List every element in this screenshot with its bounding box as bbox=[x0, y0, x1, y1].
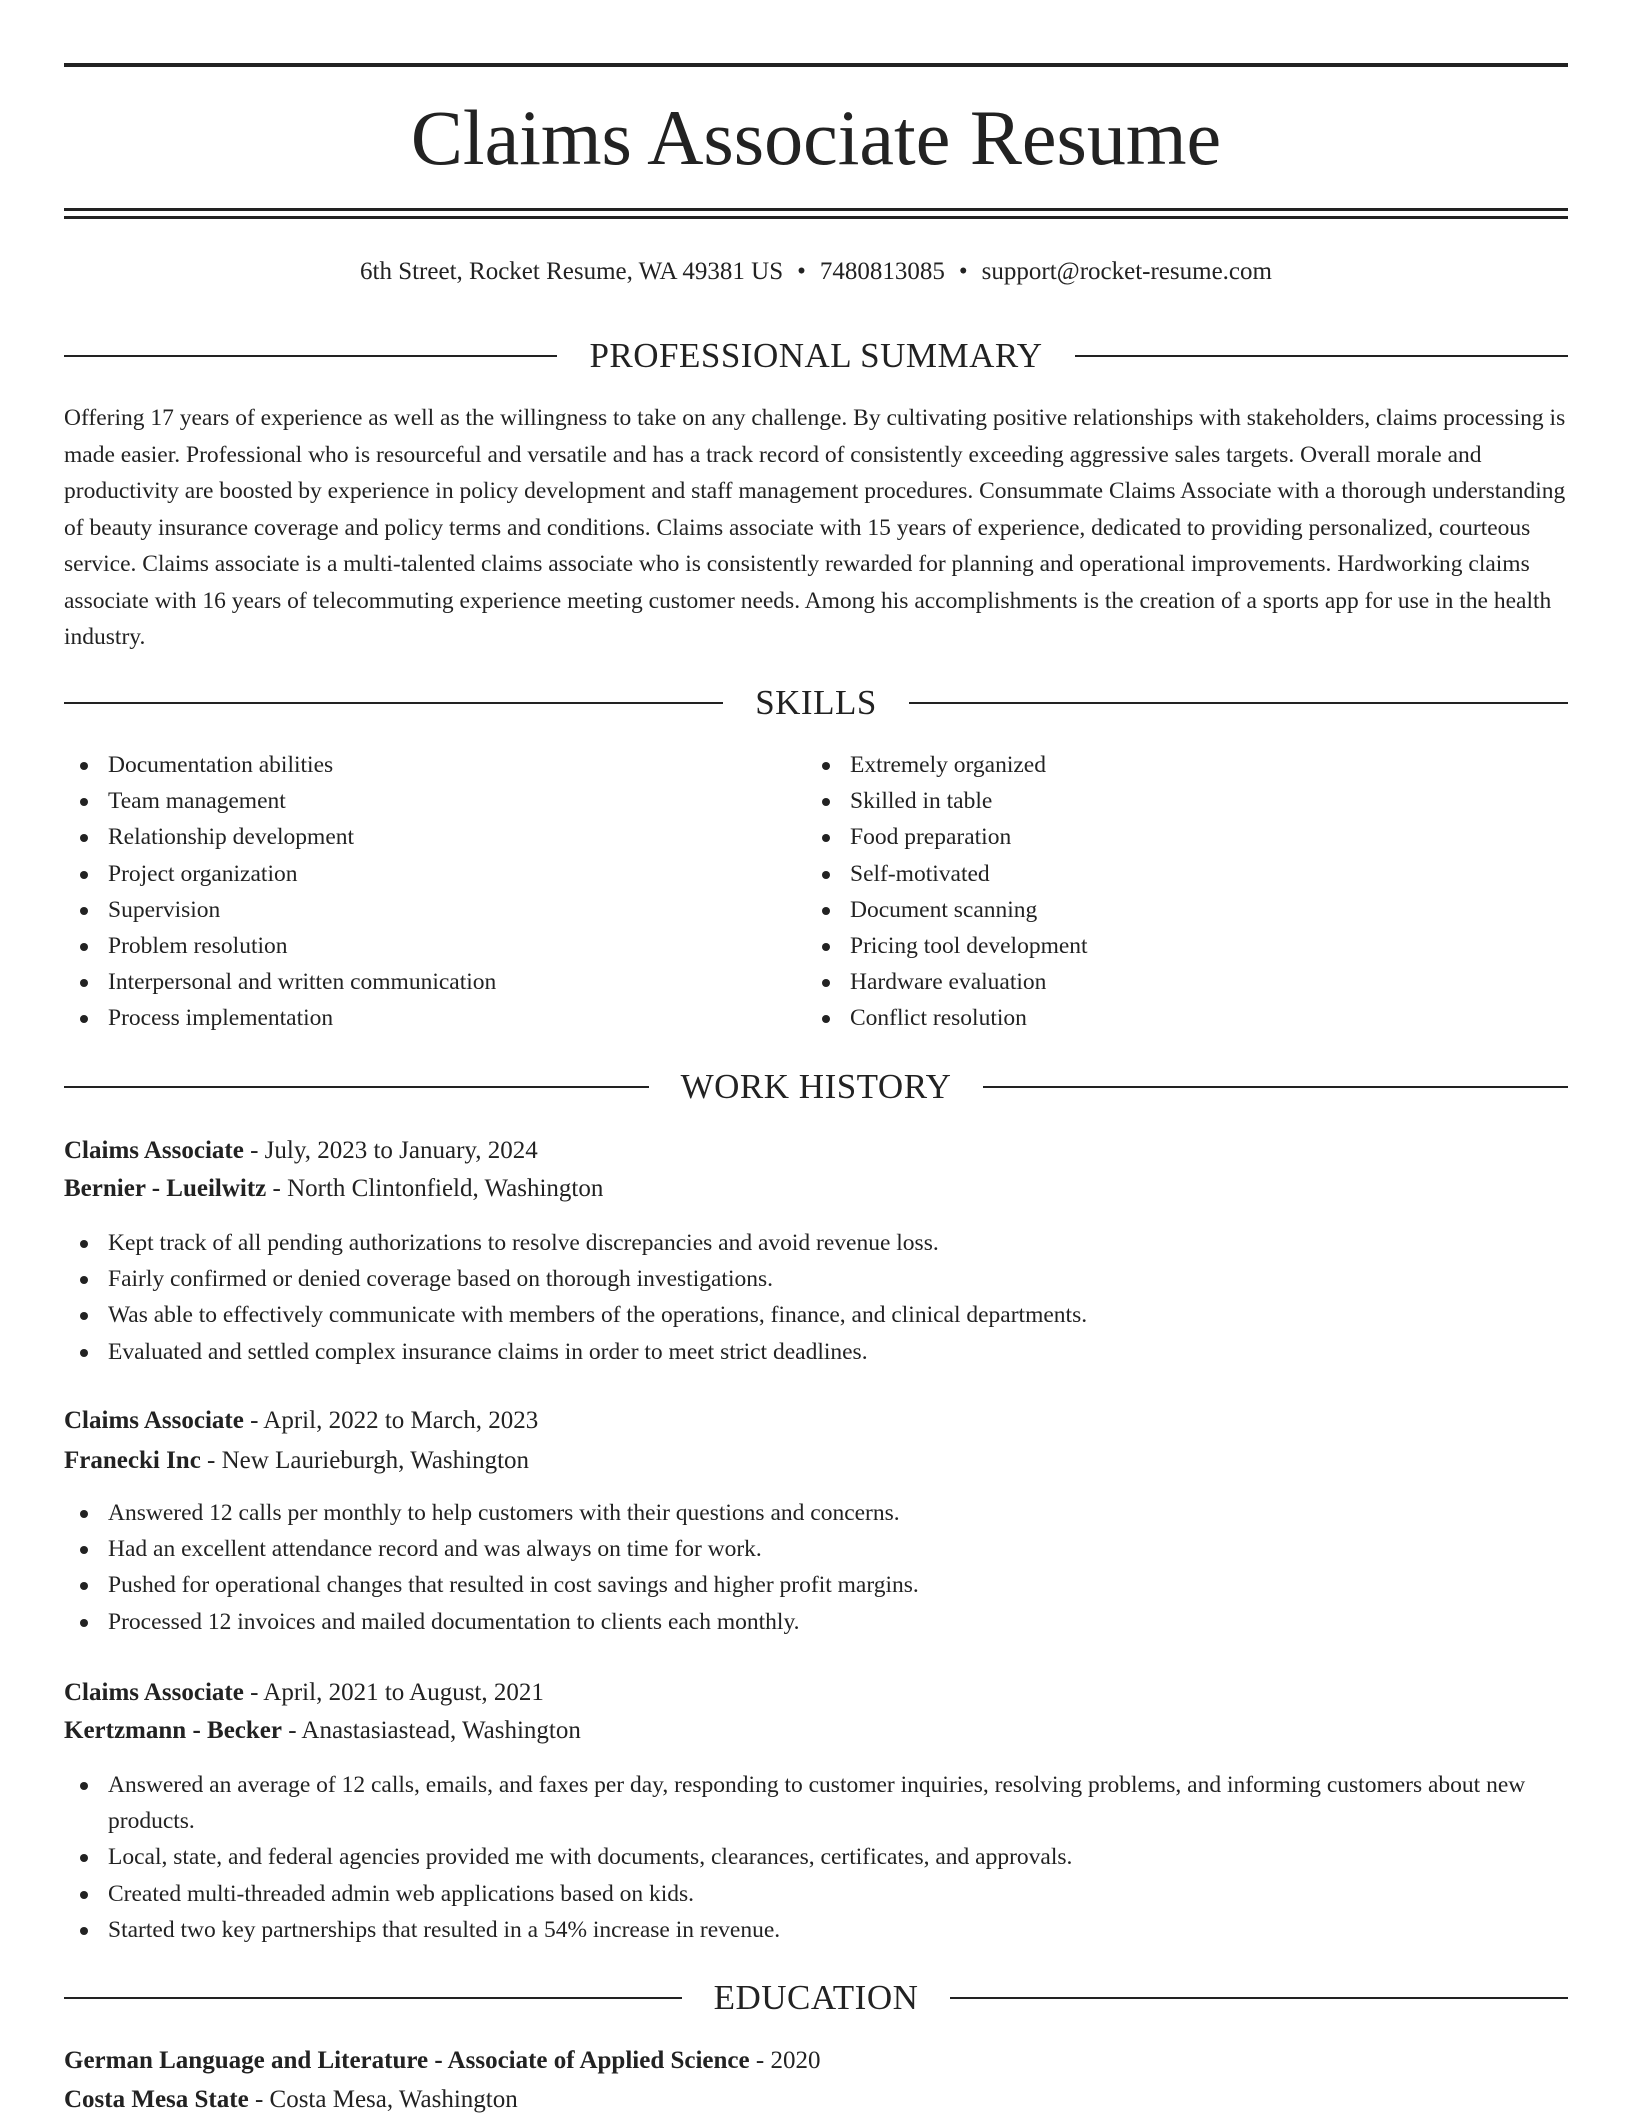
skills-list-left bbox=[64, 747, 764, 1037]
job-bullet: Answered an average of 12 calls, emails, and faxes per day, responding to customer inquiries, resolving problems, and informing customers about new products. bbox=[64, 1767, 1568, 1839]
job-company: Franecki Inc bbox=[64, 1447, 201, 1474]
job-bullets bbox=[64, 1225, 1568, 1370]
top-rule bbox=[64, 63, 1568, 67]
skill-item: Project organization bbox=[64, 856, 764, 892]
section-heading-label: PROFESSIONAL SUMMARY bbox=[589, 336, 1043, 375]
contact-separator: • bbox=[958, 258, 968, 285]
heading-rule-left bbox=[64, 355, 557, 357]
contact-email: support@rocket-resume.com bbox=[981, 258, 1272, 285]
job-dates: - April, 2022 to March, 2023 bbox=[243, 1407, 539, 1434]
heading-rule-right bbox=[950, 1997, 1568, 1999]
skill-item: Food preparation bbox=[806, 819, 1506, 855]
job-bullet: Answered 12 calls per monthly to help customers with their questions and concerns. bbox=[64, 1495, 1568, 1531]
education-school-line bbox=[64, 2082, 1568, 2118]
skill-item: Team management bbox=[64, 783, 764, 819]
skill-item: Process implementation bbox=[64, 1000, 764, 1036]
skill-item: Self-motivated bbox=[806, 856, 1506, 892]
title-rule-lower bbox=[64, 216, 1568, 219]
job-bullet: Evaluated and settled complex insurance claims in order to meet strict deadlines. bbox=[64, 1334, 1568, 1370]
job-bullet: Kept track of all pending authorizations to resolve discrepancies and avoid revenue loss. bbox=[64, 1225, 1568, 1261]
education-degree: German Language and Literature - Associate of Applied Science bbox=[64, 2047, 750, 2074]
job-title-line bbox=[64, 1133, 1568, 1169]
skills-list-right bbox=[806, 747, 1506, 1037]
heading-rule-right bbox=[983, 1086, 1568, 1088]
heading-rule-left bbox=[64, 1997, 682, 1999]
title-rule-upper bbox=[64, 208, 1568, 211]
job-company-line bbox=[64, 1171, 1568, 1207]
job-bullets bbox=[64, 1767, 1568, 1948]
job-title-line bbox=[64, 1675, 1568, 1711]
section-heading-label: SKILLS bbox=[755, 683, 877, 722]
job-company: Kertzmann - Becker bbox=[64, 1717, 282, 1744]
job-bullet: Local, state, and federal agencies provided me with documents, clearances, certificates, and approvals. bbox=[64, 1839, 1568, 1875]
job-location: - Anastasiastead, Washington bbox=[281, 1717, 581, 1744]
skill-item: Problem resolution bbox=[64, 928, 764, 964]
job-bullet: Fairly confirmed or denied coverage based on thorough investigations. bbox=[64, 1261, 1568, 1297]
contact-address: 6th Street, Rocket Resume, WA 49381 US bbox=[360, 258, 784, 285]
job-title-line bbox=[64, 1403, 1568, 1439]
skill-item: Extremely organized bbox=[806, 747, 1506, 783]
section-heading-summary bbox=[64, 334, 1568, 378]
contact-phone: 7480813085 bbox=[819, 258, 945, 285]
job-company-line bbox=[64, 1713, 1568, 1749]
heading-rule-right bbox=[909, 702, 1568, 704]
job-bullet: Started two key partnerships that resulted in a 54% increase in revenue. bbox=[64, 1912, 1568, 1948]
job-company-line bbox=[64, 1443, 1568, 1479]
skill-item: Hardware evaluation bbox=[806, 964, 1506, 1000]
heading-rule-left bbox=[64, 702, 723, 704]
job-bullet: Created multi-threaded admin web applications based on kids. bbox=[64, 1876, 1568, 1912]
job-title: Claims Associate bbox=[64, 1407, 244, 1434]
skill-item: Conflict resolution bbox=[806, 1000, 1506, 1036]
job-bullet: Pushed for operational changes that resulted in cost savings and higher profit margins. bbox=[64, 1567, 1568, 1603]
section-heading-skills bbox=[64, 681, 1568, 725]
skill-item: Document scanning bbox=[806, 892, 1506, 928]
skill-item: Skilled in table bbox=[806, 783, 1506, 819]
skill-item: Supervision bbox=[64, 892, 764, 928]
section-heading-label: WORK HISTORY bbox=[680, 1067, 952, 1106]
education-year: - 2020 bbox=[749, 2047, 821, 2074]
job-bullet: Had an excellent attendance record and was always on time for work. bbox=[64, 1531, 1568, 1567]
heading-rule-left bbox=[64, 1086, 649, 1088]
skill-item: Interpersonal and written communication bbox=[64, 964, 764, 1000]
skill-item: Pricing tool development bbox=[806, 928, 1506, 964]
section-heading-education bbox=[64, 1976, 1568, 2020]
education-degree-line bbox=[64, 2043, 1568, 2079]
job-title: Claims Associate bbox=[64, 1137, 244, 1164]
job-dates: - April, 2021 to August, 2021 bbox=[243, 1679, 544, 1706]
section-heading-label: EDUCATION bbox=[713, 1978, 919, 2017]
job-bullet: Was able to effectively communicate with members of the operations, finance, and clinical departments. bbox=[64, 1297, 1568, 1333]
contact-line bbox=[64, 255, 1568, 289]
job-location: - New Laurieburgh, Washington bbox=[200, 1447, 530, 1474]
job-company: Bernier - Lueilwitz bbox=[64, 1175, 267, 1202]
job-bullet: Processed 12 invoices and mailed documentation to clients each monthly. bbox=[64, 1604, 1568, 1640]
education-school: Costa Mesa State bbox=[64, 2086, 249, 2113]
job-dates: - July, 2023 to January, 2024 bbox=[243, 1137, 538, 1164]
skill-item: Documentation abilities bbox=[64, 747, 764, 783]
job-title: Claims Associate bbox=[64, 1679, 244, 1706]
skill-item: Relationship development bbox=[64, 819, 764, 855]
job-bullets bbox=[64, 1495, 1568, 1640]
heading-rule-right bbox=[1075, 355, 1568, 357]
contact-separator: • bbox=[797, 258, 806, 285]
section-heading-work-history bbox=[64, 1065, 1568, 1109]
job-location: - North Clintonfield, Washington bbox=[266, 1175, 604, 1202]
resume-title: Claims Associate Resume bbox=[410, 94, 1222, 181]
summary-text: Offering 17 years of experience as well as the willingness to take on any challenge. By cultivating positive relationships with stakeholders, claims processing is made easier. Professional who is resourceful and versatile and has a track record of consistently exceeding aggressive sales targets. Overall morale and productivity are boosted by experience in policy development and staff management procedures. Consummate Claims Associate with a thorough understanding of beauty insurance coverage and policy terms and conditions. Claims associate with 15 years of experience, dedicated to providing personalized, courteous service. Claims associate is a multi-talented claims associate who is consistently rewarded for planning and operational improvements. Hardworking claims associate with 16 years of telecommuting experience meeting customer needs. Among his accomplishments is the creation of a sports app for use in the health industry. bbox=[64, 405, 1566, 650]
education-location: - Costa Mesa, Washington bbox=[248, 2086, 518, 2113]
